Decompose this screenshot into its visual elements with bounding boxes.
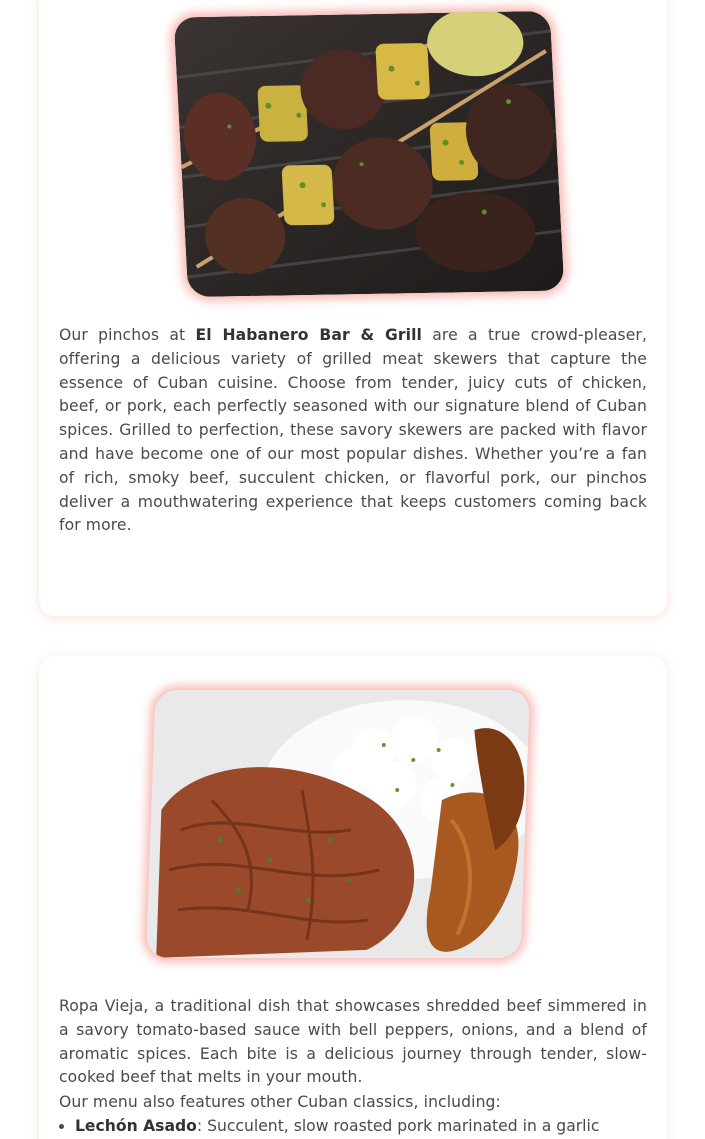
dish-description: : Succulent, slow roasted pork marinated in a garlic <box>196 1117 600 1135</box>
ropa-vieja-card <box>39 656 667 1139</box>
ropa-vieja-description: Ropa Vieja, a traditional dish that showcases shredded beef simmered in a savory tomato-based sauce with bell peppers, onions, and a blend of aromatic spices. Each bite is a delicious journey through tender, slow-cooked beef that melts in your mouth. <box>59 997 647 1087</box>
dish-name: Lechón Asado <box>75 1117 197 1135</box>
pinchos-description <box>59 324 647 538</box>
pinchos-text-suffix: are a true crowd-pleaser, offering a delicious variety of grilled meat skewers that capture the essence of Cuban cuisine. Choose from tender, juicy cuts of chicken, beef, or pork, each perfectly seasoned with our signature blend of Cuban spices. Grilled to perfection, these savory skewers are packed with flavor and have become one of our most popular dishes. Whether you’re a fan of rich, smoky beef, succulent chicken, or flavorful pork, our pinchos deliver a mouthwatering experience that keeps customers coming back for more. <box>59 326 647 535</box>
ropa-vieja-image <box>146 690 530 958</box>
pinchos-card <box>39 0 667 616</box>
classics-list <box>75 1115 647 1139</box>
pinchos-image <box>174 11 565 297</box>
list-item <box>75 1115 647 1139</box>
pinchos-text-prefix: Our pinchos at <box>59 326 196 344</box>
classics-intro: Our menu also features other Cuban classics, including: <box>59 1093 501 1111</box>
restaurant-name: El Habanero Bar & Grill <box>195 326 422 344</box>
